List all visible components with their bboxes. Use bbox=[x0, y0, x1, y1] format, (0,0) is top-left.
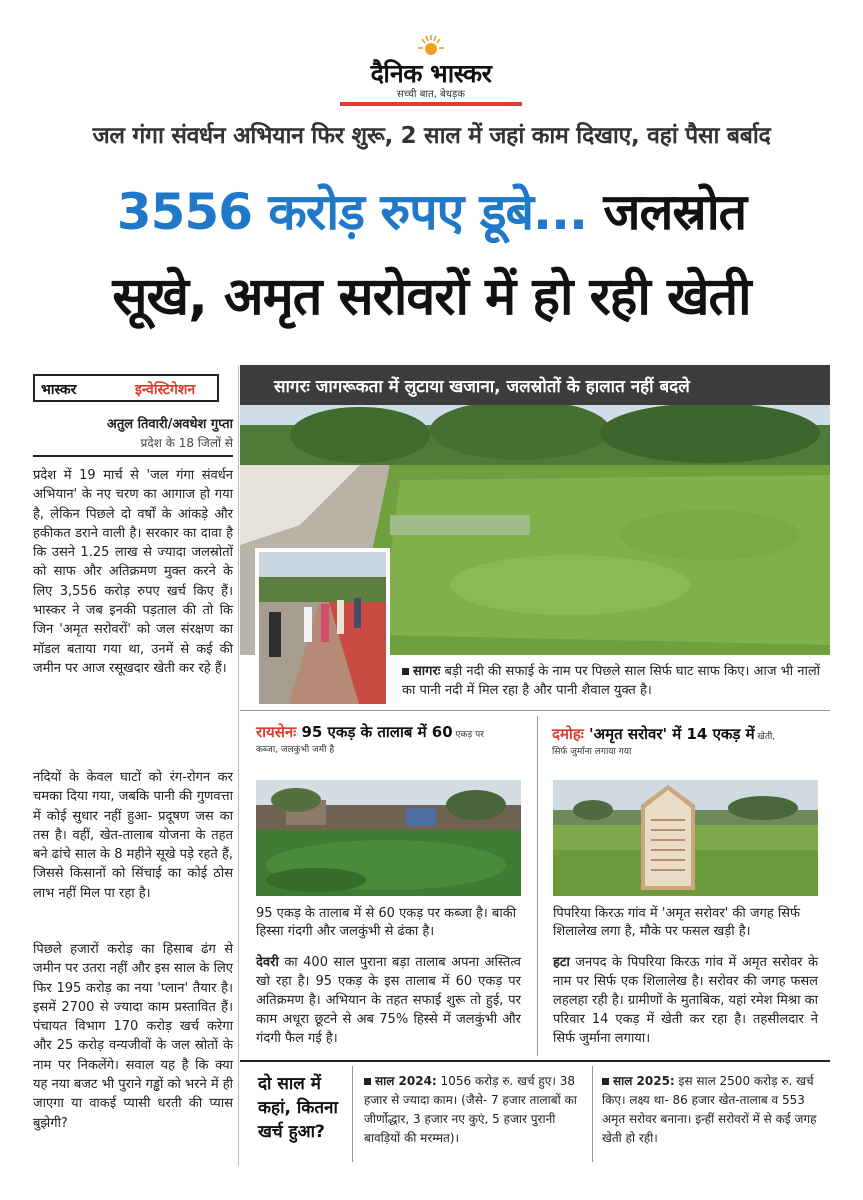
masthead bbox=[340, 30, 522, 106]
raisen-story-lead: देवरी bbox=[256, 955, 279, 970]
byline-location: प्रदेश के 18 जिलों से bbox=[140, 436, 233, 450]
raisen-story-text: का 400 साल पुराना बड़ा तालाब अपना अस्तित्व खो रहा है। 95 एकड़ के इस तालाब में 60 एकड़ पर अतिक्रमण है। अभियान के तहत सफाई शुरू तो हुई, पर काम अधूरा छूटने से अब 75% हिस्से में जलकुंभी और गंदगी फैल गई है। bbox=[256, 955, 521, 1046]
headline-rest: जलस्रोत bbox=[587, 183, 747, 241]
badge-brand: भास्कर bbox=[41, 382, 77, 398]
main-headline-line1 bbox=[20, 180, 843, 244]
byline-authors: अतुल तिवारी/अवधेश गुप्ता bbox=[106, 417, 233, 432]
spending-divider bbox=[352, 1066, 353, 1162]
sagar-photo-caption bbox=[402, 662, 820, 700]
spending-divider bbox=[592, 1066, 593, 1162]
spending-2024-label: साल 2024: bbox=[375, 1074, 437, 1088]
raisen-title: 95 एकड़ के तालाब में 60 bbox=[296, 723, 453, 741]
spending-2024 bbox=[364, 1072, 584, 1148]
main-headline-line2: सूखे, अमृत सरोवरों में हो रही खेती bbox=[112, 267, 751, 327]
spending-2025-text: इस साल 2500 करोड़ रु. खर्च किए। लक्ष्य था- 86 हजार खेत-तालाब व 553 अमृत सरोवर बनाना। इन्हीं सरोवरों में से कई जगह खेती हो रही। bbox=[602, 1074, 817, 1145]
spending-title: दो साल में कहां, कितना खर्च हुआ? bbox=[258, 1074, 338, 1142]
damoh-story-lead: हटा bbox=[553, 955, 570, 970]
badge-label: इन्वेस्टिगेशन bbox=[135, 382, 196, 398]
headline-highlight: 3556 करोड़ रुपए डूबे... bbox=[116, 183, 587, 241]
raisen-subtitle: एकड़ पर bbox=[452, 730, 484, 740]
bullet-square-icon bbox=[602, 1078, 609, 1085]
damoh-story bbox=[553, 953, 818, 1048]
damoh-story-text: जनपद के पिपरिया किरऊ गांव में अमृत सरोवर के नाम पर सिर्फ एक शिलालेख है। सरोवर की जगह फसल लहलहा रही है। ग्रामीणों के मुताबिक, यहां रमेश मिश्रा का परिवार 14 एकड़ में खेती कर रहा है। तहसीलदार ने सिर्फ जुर्माना लगाया। bbox=[553, 955, 818, 1046]
damoh-field-photo bbox=[553, 780, 818, 896]
spending-2025-label: साल 2025: bbox=[613, 1074, 675, 1088]
spending-2024-text: 1056 करोड़ रु. खर्च हुए। 38 हजार से ज्यादा काम। (जैसे- 7 हजार तालाबों का जीर्णोद्धार, 3 हजार नए कुएं, 5 हजार पुरानी बावड़ियों की मरम्मत)। bbox=[364, 1074, 577, 1145]
sagar-ghat-inset-photo bbox=[255, 548, 390, 708]
damoh-subtitle-line2: सिर्फ जुर्माना लगाया गया bbox=[552, 747, 632, 757]
damoh-heading bbox=[552, 724, 827, 744]
brand-tagline: सच्ची बात, बेधड़क bbox=[397, 89, 465, 100]
kicker-headline: जल गंगा संवर्धन अभियान फिर शुरू, 2 साल में जहां काम दिखाए, वहां पैसा बर्बाद bbox=[92, 123, 771, 149]
sagar-banner bbox=[240, 365, 830, 405]
raisen-photo-caption: 95 एकड़ के तालाब में से 60 एकड़ पर कब्जा है। बाकी हिस्सा गंदगी और जलकुंभी से ढंका है। bbox=[256, 906, 517, 939]
sagar-banner-title: सागरः जागरूकता में लुटाया खजाना, जलस्रोतों के हालात नहीं बदले bbox=[274, 377, 690, 397]
raisen-place: रायसेनः bbox=[256, 723, 297, 741]
section-divider bbox=[240, 710, 830, 711]
damoh-subtitle: खेती, bbox=[754, 732, 776, 742]
brand-name: दैनिक भास्कर bbox=[370, 59, 492, 88]
raisen-subtitle-line2: कब्जा, जलकुंभी जमी है bbox=[256, 745, 335, 755]
damoh-place: दमोहः bbox=[552, 725, 584, 743]
column-divider bbox=[33, 455, 233, 457]
damoh-title: 'अमृत सरोवर' में 14 एकड़ में bbox=[583, 725, 755, 743]
bullet-square-icon bbox=[402, 668, 409, 675]
column-separator bbox=[537, 716, 538, 1056]
sagar-caption-text: बड़ी नदी की सफाई के नाम पर पिछले साल सिर्फ घाट साफ किए। आज भी नालों का पानी नदी में मिल रहा है और पानी शैवाल युक्त है। bbox=[402, 664, 820, 698]
spending-2025 bbox=[602, 1072, 822, 1148]
article-paragraph: नदियों के केवल घाटों को रंग-रोगन कर चमका दिया गया, जबकि पानी की गुणवत्ता में कोई सुधार नहीं हुआ- प्रदूषण जस का तस है। वहीं, खेत-तालाब योजना के तहत बने ढांचे साल के 8 महीने सूखे पड़े रहते हैं, जिससे किसानों को सिंचाई का कोई ठोस लाभ नहीं मिल पा रहा है। bbox=[33, 770, 233, 901]
column-separator bbox=[238, 366, 239, 1166]
sagar-caption-place: सागरः bbox=[413, 664, 441, 679]
raisen-story bbox=[256, 953, 521, 1048]
article-paragraph: प्रदेश में 19 मार्च से 'जल गंगा संवर्धन अभियान' के नए चरण का आगाज हो गया है, लेकिन पिछले दो वर्षों के आंकड़े और हकीकत डराने वाली है। सरकार का दावा है कि उसने 1.25 लाख से ज्यादा जलस्रोतों को साफ और अतिक्रमण मुक्त करने के लिए 3,556 करोड़ रुपए खर्च किए हैं। भास्कर ने जब इनकी पड़ताल की तो कि जिन 'अमृत सरोवरों' को जल संरक्षण का मॉडल बताया गया था, उनमें से कई की जमीन पर आज रसूखदार खेती कर रहे हैं। bbox=[33, 468, 233, 676]
article-paragraph: पिछले हजारों करोड़ का हिसाब ढंग से जमीन पर उतरा नहीं और इस साल के लिए फिर 195 करोड़ का नया 'प्लान' तैयार है। इसमें 2700 से ज्यादा काम प्रस्तावित हैं। पंचायत विभाग 170 करोड़ खर्च करेगा और 25 करोड़ वन्यजीवों के जल स्रोतों के नाम पर निकलेंगे। सवाल यह है कि क्या यह नया बजट भी पुराने गड्ढों को भरने में ही जाएगा या वाकई प्यासी धरती की प्यास बुझेगी? bbox=[33, 942, 233, 1131]
raisen-pond-photo bbox=[256, 780, 521, 896]
raisen-heading bbox=[256, 722, 541, 742]
investigation-badge bbox=[33, 374, 219, 402]
bullet-square-icon bbox=[364, 1078, 371, 1085]
damoh-photo-caption: पिपरिया किरऊ गांव में 'अमृत सरोवर' की जगह सिर्फ शिलालेख लगा है, मौके पर फसल खड़ी है। bbox=[553, 906, 801, 939]
